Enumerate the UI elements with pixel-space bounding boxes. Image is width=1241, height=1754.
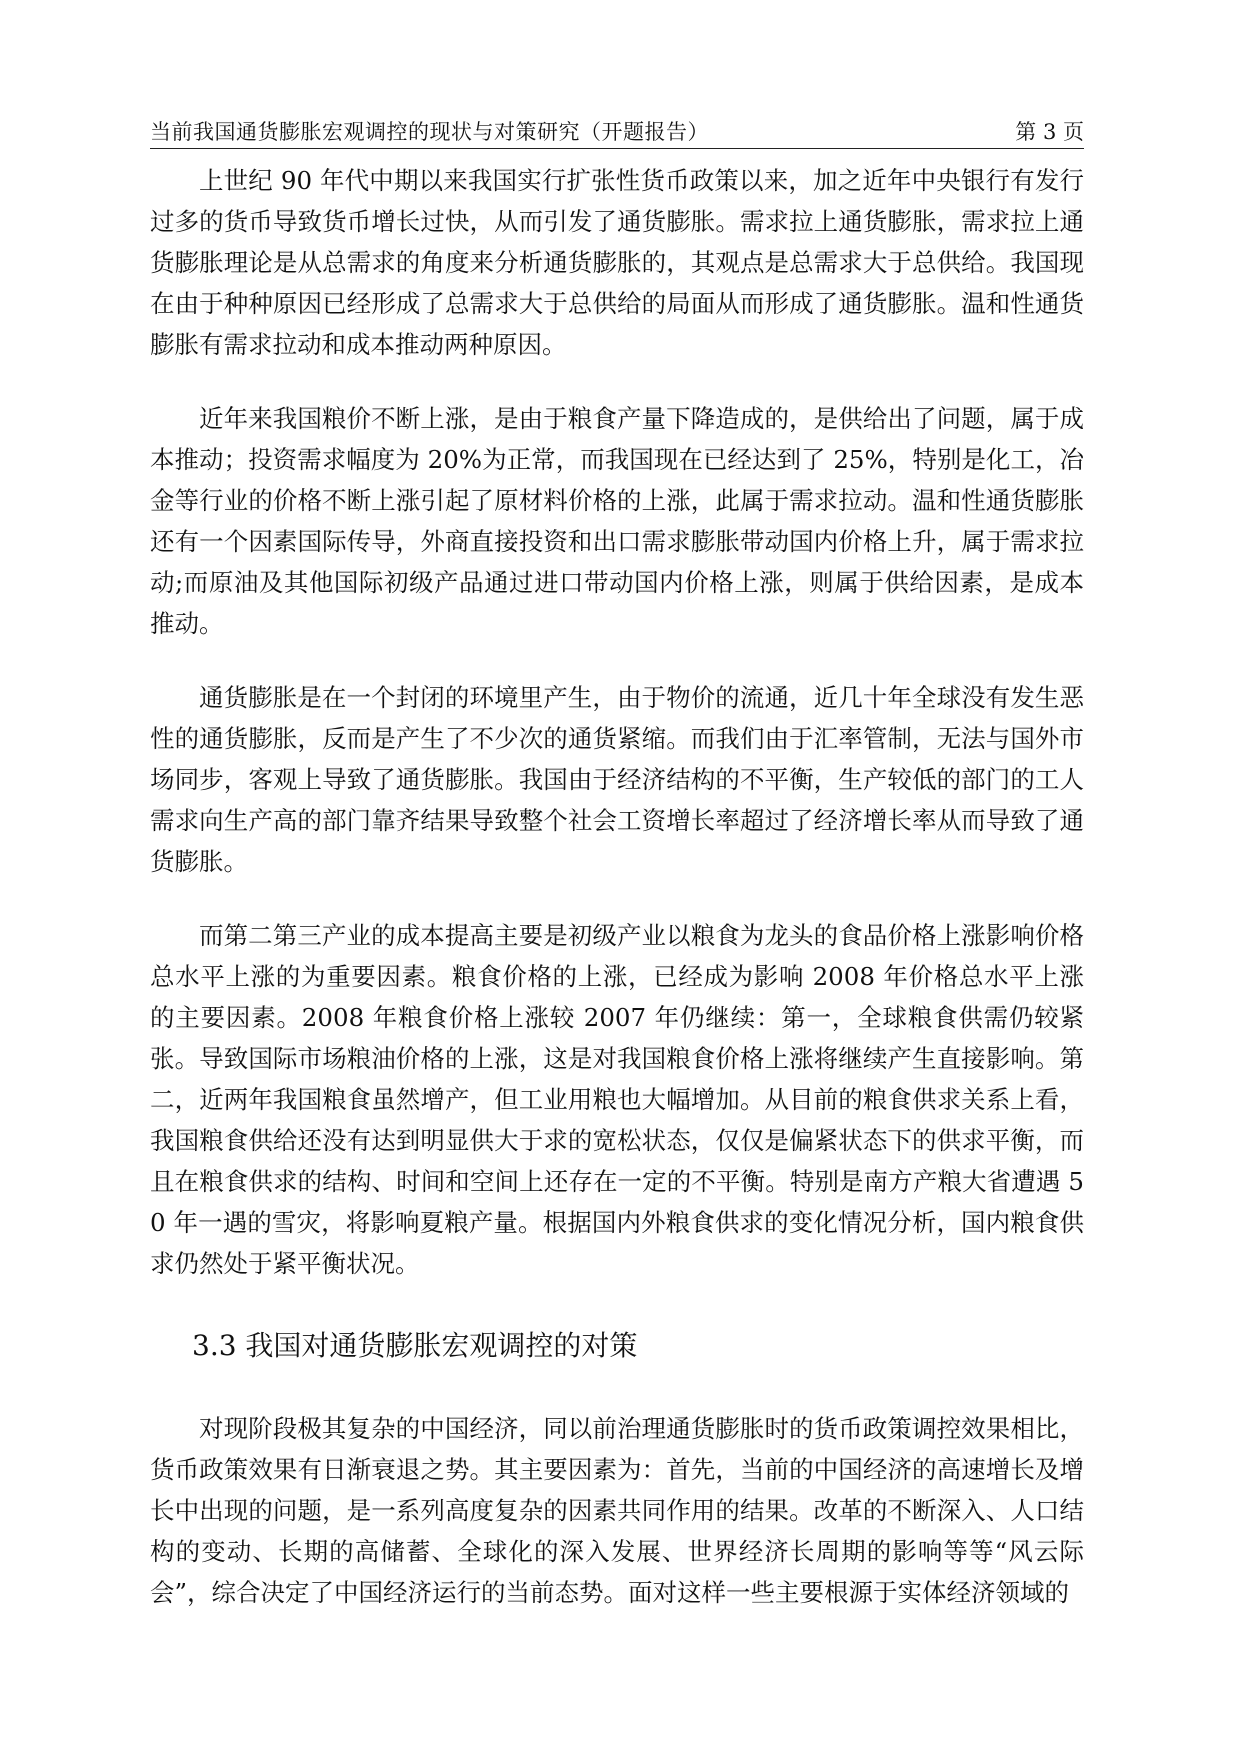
header-title: 当前我国通货膨胀宏观调控的现状与对策研究（开题报告）	[150, 120, 709, 144]
document-body	[150, 160, 1084, 1613]
paragraph-gap	[150, 644, 1084, 677]
section-heading: 3.3 我国对通货膨胀宏观调控的对策	[192, 1329, 638, 1362]
paragraph-gap	[150, 882, 1084, 915]
paragraph-2: 近年来我国粮价不断上涨，是由于粮食产量下降造成的，是供给出了问题，属于成本推动；投资需求幅度为 20%为正常，而我国现在已经达到了 25%，特别是化工，冶金等行业的价格不断上涨引起了原材料价格的上涨，此属于需求拉动。温和性通货膨胀还有一个因素国际传导，外商直接投资和出口需求膨胀带动国内价格上升，属于需求拉动;而原油及其他国际初级产品通过进口带动国内价格上涨，则属于供给因素，是成本推动。	[150, 404, 1084, 638]
page-header	[150, 118, 1084, 148]
paragraph-gap	[150, 365, 1084, 398]
paragraph-4: 而第二第三产业的成本提高主要是初级产业以粮食为龙头的食品价格上涨影响价格总水平上涨的为重要因素。粮食价格的上涨，已经成为影响 2008 年价格总水平上涨的主要因素。2008 年粮食价格上涨较 2007 年仍继续：第一，全球粮食供需仍较紧张。导致国际市场粮油价格的上涨，这是对我国粮食价格上涨将继续产生直接影响。第二，近两年我国粮食虽然增产，但工业用粮也大幅增加。从目前的粮食供求关系上看，我国粮食供给还没有达到明显供大于求的宽松状态，仅仅是偏紧状态下的供求平衡，而且在粮食供求的结构、时间和空间上还存在一定的不平衡。特别是南方产粮大省遭遇 50 年一遇的雪灾，将影响夏粮产量。根据国内外粮食供求的变化情况分析，国内粮食供求仍然处于紧平衡状况。	[150, 921, 1084, 1278]
section-gap	[150, 1368, 1084, 1408]
section-gap	[150, 1284, 1084, 1324]
paragraph-5: 对现阶段极其复杂的中国经济，同以前治理通货膨胀时的货币政策调控效果相比，货币政策效果有日渐衰退之势。其主要因素为：首先，当前的中国经济的高速增长及增长中出现的问题，是一系列高度复杂的因素共同作用的结果。改革的不断深入、人口结构的变动、长期的高储蓄、全球化的深入发展、世界经济长周期的影响等等“风云际会”，综合决定了中国经济运行的当前态势。面对这样一些主要根源于实体经济领域的	[150, 1414, 1084, 1607]
header-rule	[150, 148, 1084, 149]
page-number: 第 3 页	[1015, 120, 1084, 144]
paragraph-3: 通货膨胀是在一个封闭的环境里产生，由于物价的流通，近几十年全球没有发生恶性的通货膨胀，反而是产生了不少次的通货紧缩。而我们由于汇率管制，无法与国外市场同步，客观上导致了通货膨胀。我国由于经济结构的不平衡，生产较低的部门的工人需求向生产高的部门靠齐结果导致整个社会工资增长率超过了经济增长率从而导致了通货膨胀。	[150, 683, 1084, 876]
paragraph-1: 上世纪 90 年代中期以来我国实行扩张性货币政策以来，加之近年中央银行有发行过多的货币导致货币增长过快，从而引发了通货膨胀。需求拉上通货膨胀，需求拉上通货膨胀理论是从总需求的角度来分析通货膨胀的，其观点是总需求大于总供给。我国现在由于种种原因已经形成了总需求大于总供给的局面从而形成了通货膨胀。温和性通货膨胀有需求拉动和成本推动两种原因。	[150, 166, 1084, 359]
